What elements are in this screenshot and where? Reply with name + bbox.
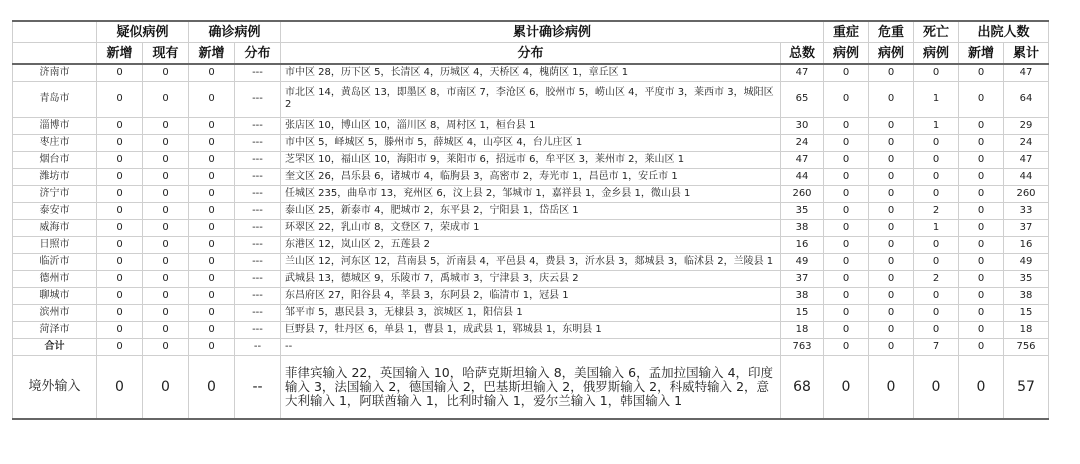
confirmed-distribution-cell: -- [235, 338, 281, 355]
discharged-new-cell: 0 [959, 236, 1004, 253]
confirmed-distribution-cell: --- [235, 236, 281, 253]
critical-cell: 0 [869, 253, 914, 270]
suspected-existing-cell: 0 [143, 168, 189, 185]
table-row [13, 321, 1049, 338]
confirmed-new-cell: 0 [189, 81, 235, 117]
suspected-new-cell: 0 [97, 117, 143, 134]
confirmed-new-cell: 0 [189, 185, 235, 202]
death-cell: 0 [914, 64, 959, 81]
city-cell: 临沂市 [13, 253, 97, 270]
table-row [13, 134, 1049, 151]
table-row [13, 117, 1049, 134]
header-suspected-new: 新增 [97, 43, 143, 65]
critical-cell: 0 [869, 168, 914, 185]
city-cell: 日照市 [13, 236, 97, 253]
suspected-new-cell: 0 [97, 168, 143, 185]
critical-cell: 0 [869, 202, 914, 219]
confirmed-new-cell: 0 [189, 64, 235, 81]
confirmed-new-cell: 0 [189, 117, 235, 134]
severe-cell: 0 [824, 321, 869, 338]
city-cell: 青岛市 [13, 81, 97, 117]
table-row [13, 151, 1049, 168]
confirmed-new-cell: 0 [189, 270, 235, 287]
table-row [13, 270, 1049, 287]
suspected-new-cell: 0 [97, 236, 143, 253]
suspected-new-cell: 0 [97, 355, 143, 419]
confirmed-new-cell: 0 [189, 236, 235, 253]
death-cell: 2 [914, 270, 959, 287]
death-cell: 1 [914, 219, 959, 236]
confirmed-distribution-cell: --- [235, 219, 281, 236]
confirmed-distribution-cell: --- [235, 134, 281, 151]
header-suspected: 疑似病例 [97, 21, 189, 43]
discharged-new-cell: 0 [959, 355, 1004, 419]
suspected-existing-cell: 0 [143, 219, 189, 236]
discharged-new-cell: 0 [959, 321, 1004, 338]
distribution-cell: 东昌府区 27，阳谷县 4，莘县 3，东阿县 2，临清市 1，冠县 1 [281, 287, 781, 304]
discharged-total-cell: 18 [1004, 321, 1049, 338]
critical-cell: 0 [869, 117, 914, 134]
discharged-total-cell: 49 [1004, 253, 1049, 270]
death-cell: 0 [914, 355, 959, 419]
confirmed-new-cell: 0 [189, 168, 235, 185]
distribution-cell: 市北区 14，黄岛区 13，即墨区 8，市南区 7，李沧区 6，胶州市 5，崂山区 4，平度市 3，莱西市 3，城阳区 2 [281, 81, 781, 117]
distribution-cell: 巨野县 7，牡丹区 6，单县 1，曹县 1，成武县 1，郓城县 1，东明县 1 [281, 321, 781, 338]
total-cell: 24 [781, 134, 824, 151]
total-cell: 260 [781, 185, 824, 202]
discharged-new-cell: 0 [959, 219, 1004, 236]
suspected-new-cell: 0 [97, 219, 143, 236]
header-severe: 重症 [824, 21, 869, 43]
header-confirmed: 确诊病例 [189, 21, 281, 43]
header-death: 死亡 [914, 21, 959, 43]
death-cell: 0 [914, 134, 959, 151]
confirmed-new-cell: 0 [189, 202, 235, 219]
distribution-cell: 邹平市 5，惠民县 3，无棣县 3，滨城区 1，阳信县 1 [281, 304, 781, 321]
city-cell: 枣庄市 [13, 134, 97, 151]
header-critical-cases: 病例 [869, 43, 914, 65]
discharged-total-cell: 57 [1004, 355, 1049, 419]
discharged-total-cell: 16 [1004, 236, 1049, 253]
severe-cell: 0 [824, 236, 869, 253]
distribution-cell: 市中区 28，历下区 5，长清区 4，历城区 4，天桥区 4，槐荫区 1，章丘区 1 [281, 64, 781, 81]
suspected-existing-cell: 0 [143, 64, 189, 81]
severe-cell: 0 [824, 338, 869, 355]
distribution-cell: 芝罘区 10，福山区 10，海阳市 9，莱阳市 6，招远市 6，牟平区 3，莱州市 2，莱山区 1 [281, 151, 781, 168]
discharged-total-cell: 38 [1004, 287, 1049, 304]
severe-cell: 0 [824, 304, 869, 321]
total-cell: 37 [781, 270, 824, 287]
header-confirmed-new: 新增 [189, 43, 235, 65]
discharged-new-cell: 0 [959, 270, 1004, 287]
death-cell: 0 [914, 321, 959, 338]
distribution-cell: 武城县 13，德城区 9，乐陵市 7，禹城市 3，宁津县 3，庆云县 2 [281, 270, 781, 287]
confirmed-distribution-cell: --- [235, 270, 281, 287]
header-death-cases: 病例 [914, 43, 959, 65]
total-cell: 15 [781, 304, 824, 321]
distribution-cell: 泰山区 25，新泰市 4，肥城市 2，东平县 2，宁阳县 1，岱岳区 1 [281, 202, 781, 219]
confirmed-new-cell: 0 [189, 338, 235, 355]
header-severe-cases: 病例 [824, 43, 869, 65]
suspected-existing-cell: 0 [143, 134, 189, 151]
distribution-cell: 奎文区 26，昌乐县 6，诸城市 4，临朐县 3，高密市 2，寿光市 1，昌邑市 1，安丘市 1 [281, 168, 781, 185]
suspected-existing-cell: 0 [143, 287, 189, 304]
suspected-new-cell: 0 [97, 151, 143, 168]
city-cell: 淄博市 [13, 117, 97, 134]
city-cell: 泰安市 [13, 202, 97, 219]
suspected-existing-cell: 0 [143, 117, 189, 134]
discharged-total-cell: 29 [1004, 117, 1049, 134]
suspected-new-cell: 0 [97, 134, 143, 151]
discharged-new-cell: 0 [959, 64, 1004, 81]
city-cell: 济南市 [13, 64, 97, 81]
suspected-existing-cell: 0 [143, 321, 189, 338]
severe-cell: 0 [824, 202, 869, 219]
confirmed-distribution-cell: --- [235, 168, 281, 185]
confirmed-new-cell: 0 [189, 355, 235, 419]
confirmed-distribution-cell: --- [235, 321, 281, 338]
total-cell: 16 [781, 236, 824, 253]
discharged-total-cell: 756 [1004, 338, 1049, 355]
city-cell: 威海市 [13, 219, 97, 236]
confirmed-distribution-cell: --- [235, 81, 281, 117]
distribution-cell: 环翠区 22，乳山市 8，文登区 7，荣成市 1 [281, 219, 781, 236]
city-cell: 菏泽市 [13, 321, 97, 338]
death-cell: 0 [914, 168, 959, 185]
critical-cell: 0 [869, 185, 914, 202]
critical-cell: 0 [869, 355, 914, 419]
distribution-cell: 东港区 12，岚山区 2，五莲县 2 [281, 236, 781, 253]
severe-cell: 0 [824, 168, 869, 185]
suspected-new-cell: 0 [97, 321, 143, 338]
total-cell: 35 [781, 202, 824, 219]
table-row [13, 64, 1049, 81]
confirmed-distribution-cell: --- [235, 202, 281, 219]
confirmed-new-cell: 0 [189, 219, 235, 236]
suspected-existing-cell: 0 [143, 81, 189, 117]
critical-cell: 0 [869, 151, 914, 168]
suspected-existing-cell: 0 [143, 236, 189, 253]
discharged-total-cell: 33 [1004, 202, 1049, 219]
discharged-new-cell: 0 [959, 81, 1004, 117]
discharged-total-cell: 64 [1004, 81, 1049, 117]
total-cell: 47 [781, 151, 824, 168]
table-row [13, 202, 1049, 219]
table-row [13, 236, 1049, 253]
critical-cell: 0 [869, 270, 914, 287]
critical-cell: 0 [869, 236, 914, 253]
suspected-new-cell: 0 [97, 81, 143, 117]
critical-cell: 0 [869, 64, 914, 81]
distribution-cell: 市中区 5，峄城区 5，滕州市 5，薛城区 4，山亭区 4，台儿庄区 1 [281, 134, 781, 151]
header-blank-2 [13, 43, 97, 65]
table-row [13, 304, 1049, 321]
city-cell: 滨州市 [13, 304, 97, 321]
severe-cell: 0 [824, 151, 869, 168]
confirmed-distribution-cell: --- [235, 304, 281, 321]
header-confirmed-distribution: 分布 [235, 43, 281, 65]
table-body [13, 64, 1049, 419]
discharged-total-cell: 47 [1004, 64, 1049, 81]
death-cell: 0 [914, 304, 959, 321]
death-cell: 7 [914, 338, 959, 355]
table-row [13, 168, 1049, 185]
severe-cell: 0 [824, 219, 869, 236]
distribution-cell: 张店区 10，博山区 10，淄川区 8，周村区 1，桓台县 1 [281, 117, 781, 134]
distribution-cell: 兰山区 12，河东区 12，莒南县 5，沂南县 4，平邑县 4，费县 3，沂水县 3，郯城县 3，临沭县 2，兰陵县 1 [281, 253, 781, 270]
severe-cell: 0 [824, 185, 869, 202]
header-row-1 [13, 21, 1049, 43]
death-cell: 0 [914, 287, 959, 304]
critical-cell: 0 [869, 81, 914, 117]
distribution-cell: 任城区 235，曲阜市 13，兖州区 6，汶上县 2，邹城市 1，嘉祥县 1，金乡县 1，微山县 1 [281, 185, 781, 202]
confirmed-distribution-cell: -- [235, 355, 281, 419]
severe-cell: 0 [824, 355, 869, 419]
header-cumulative: 累计确诊病例 [281, 21, 824, 43]
critical-cell: 0 [869, 321, 914, 338]
death-cell: 0 [914, 185, 959, 202]
confirmed-new-cell: 0 [189, 321, 235, 338]
total-cell: 65 [781, 81, 824, 117]
table-row [13, 185, 1049, 202]
critical-cell: 0 [869, 304, 914, 321]
header-row-2 [13, 43, 1049, 65]
confirmed-distribution-cell: --- [235, 151, 281, 168]
city-cell: 烟台市 [13, 151, 97, 168]
total-cell: 30 [781, 117, 824, 134]
discharged-total-cell: 260 [1004, 185, 1049, 202]
confirmed-new-cell: 0 [189, 287, 235, 304]
suspected-existing-cell: 0 [143, 304, 189, 321]
total-cell: 763 [781, 338, 824, 355]
city-cell: 济宁市 [13, 185, 97, 202]
table-row [13, 287, 1049, 304]
suspected-existing-cell: 0 [143, 253, 189, 270]
death-cell: 2 [914, 202, 959, 219]
death-cell: 1 [914, 81, 959, 117]
discharged-total-cell: 44 [1004, 168, 1049, 185]
discharged-new-cell: 0 [959, 185, 1004, 202]
distribution-cell: 菲律宾输入 22，英国输入 10，哈萨克斯坦输入 8，美国输入 6，孟加拉国输入 4，印度输入 3，法国输入 2，德国输入 2，巴基斯坦输入 2，俄罗斯输入 2，科威特输入 2，意大利输入 1，阿联酋输入 1，比利时输入 1，爱尔兰输入 1，韩国输入 1 [281, 355, 781, 419]
discharged-new-cell: 0 [959, 338, 1004, 355]
death-cell: 0 [914, 151, 959, 168]
confirmed-distribution-cell: --- [235, 64, 281, 81]
table-row [13, 338, 1049, 355]
suspected-new-cell: 0 [97, 338, 143, 355]
severe-cell: 0 [824, 117, 869, 134]
discharged-total-cell: 37 [1004, 219, 1049, 236]
city-cell: 德州市 [13, 270, 97, 287]
total-cell: 68 [781, 355, 824, 419]
discharged-new-cell: 0 [959, 168, 1004, 185]
critical-cell: 0 [869, 134, 914, 151]
total-cell: 44 [781, 168, 824, 185]
suspected-existing-cell: 0 [143, 202, 189, 219]
suspected-new-cell: 0 [97, 185, 143, 202]
confirmed-distribution-cell: --- [235, 287, 281, 304]
discharged-new-cell: 0 [959, 304, 1004, 321]
severe-cell: 0 [824, 134, 869, 151]
confirmed-new-cell: 0 [189, 304, 235, 321]
severe-cell: 0 [824, 64, 869, 81]
confirmed-distribution-cell: --- [235, 185, 281, 202]
header-cumulative-distribution: 分布 [281, 43, 781, 65]
header-blank [13, 21, 97, 43]
header-discharged-new: 新增 [959, 43, 1004, 65]
confirmed-new-cell: 0 [189, 253, 235, 270]
city-cell: 潍坊市 [13, 168, 97, 185]
header-discharged-total: 累计 [1004, 43, 1049, 65]
severe-cell: 0 [824, 270, 869, 287]
death-cell: 1 [914, 117, 959, 134]
discharged-total-cell: 24 [1004, 134, 1049, 151]
discharged-new-cell: 0 [959, 287, 1004, 304]
discharged-new-cell: 0 [959, 134, 1004, 151]
city-cell: 聊城市 [13, 287, 97, 304]
confirmed-distribution-cell: --- [235, 253, 281, 270]
death-cell: 0 [914, 236, 959, 253]
confirmed-new-cell: 0 [189, 151, 235, 168]
suspected-existing-cell: 0 [143, 185, 189, 202]
critical-cell: 0 [869, 338, 914, 355]
discharged-total-cell: 47 [1004, 151, 1049, 168]
table-row [13, 219, 1049, 236]
total-cell: 47 [781, 64, 824, 81]
suspected-existing-cell: 0 [143, 270, 189, 287]
table-row [13, 253, 1049, 270]
suspected-new-cell: 0 [97, 287, 143, 304]
discharged-new-cell: 0 [959, 253, 1004, 270]
table-row [13, 355, 1049, 419]
suspected-existing-cell: 0 [143, 355, 189, 419]
header-critical: 危重 [869, 21, 914, 43]
suspected-new-cell: 0 [97, 304, 143, 321]
total-cell: 18 [781, 321, 824, 338]
city-cell: 合计 [13, 338, 97, 355]
suspected-existing-cell: 0 [143, 338, 189, 355]
confirmed-distribution-cell: --- [235, 117, 281, 134]
city-cell: 境外输入 [13, 355, 97, 419]
suspected-existing-cell: 0 [143, 151, 189, 168]
discharged-new-cell: 0 [959, 151, 1004, 168]
discharged-total-cell: 15 [1004, 304, 1049, 321]
total-cell: 38 [781, 219, 824, 236]
severe-cell: 0 [824, 253, 869, 270]
total-cell: 38 [781, 287, 824, 304]
total-cell: 49 [781, 253, 824, 270]
critical-cell: 0 [869, 287, 914, 304]
death-cell: 0 [914, 253, 959, 270]
suspected-new-cell: 0 [97, 270, 143, 287]
severe-cell: 0 [824, 287, 869, 304]
discharged-new-cell: 0 [959, 117, 1004, 134]
suspected-new-cell: 0 [97, 253, 143, 270]
header-suspected-existing: 现有 [143, 43, 189, 65]
case-table-container [12, 20, 1049, 420]
header-cumulative-total: 总数 [781, 43, 824, 65]
header-discharged: 出院人数 [959, 21, 1049, 43]
table-row [13, 81, 1049, 117]
suspected-new-cell: 0 [97, 64, 143, 81]
case-statistics-table [12, 20, 1049, 420]
suspected-new-cell: 0 [97, 202, 143, 219]
distribution-cell: -- [281, 338, 781, 355]
critical-cell: 0 [869, 219, 914, 236]
discharged-new-cell: 0 [959, 202, 1004, 219]
discharged-total-cell: 35 [1004, 270, 1049, 287]
severe-cell: 0 [824, 81, 869, 117]
confirmed-new-cell: 0 [189, 134, 235, 151]
